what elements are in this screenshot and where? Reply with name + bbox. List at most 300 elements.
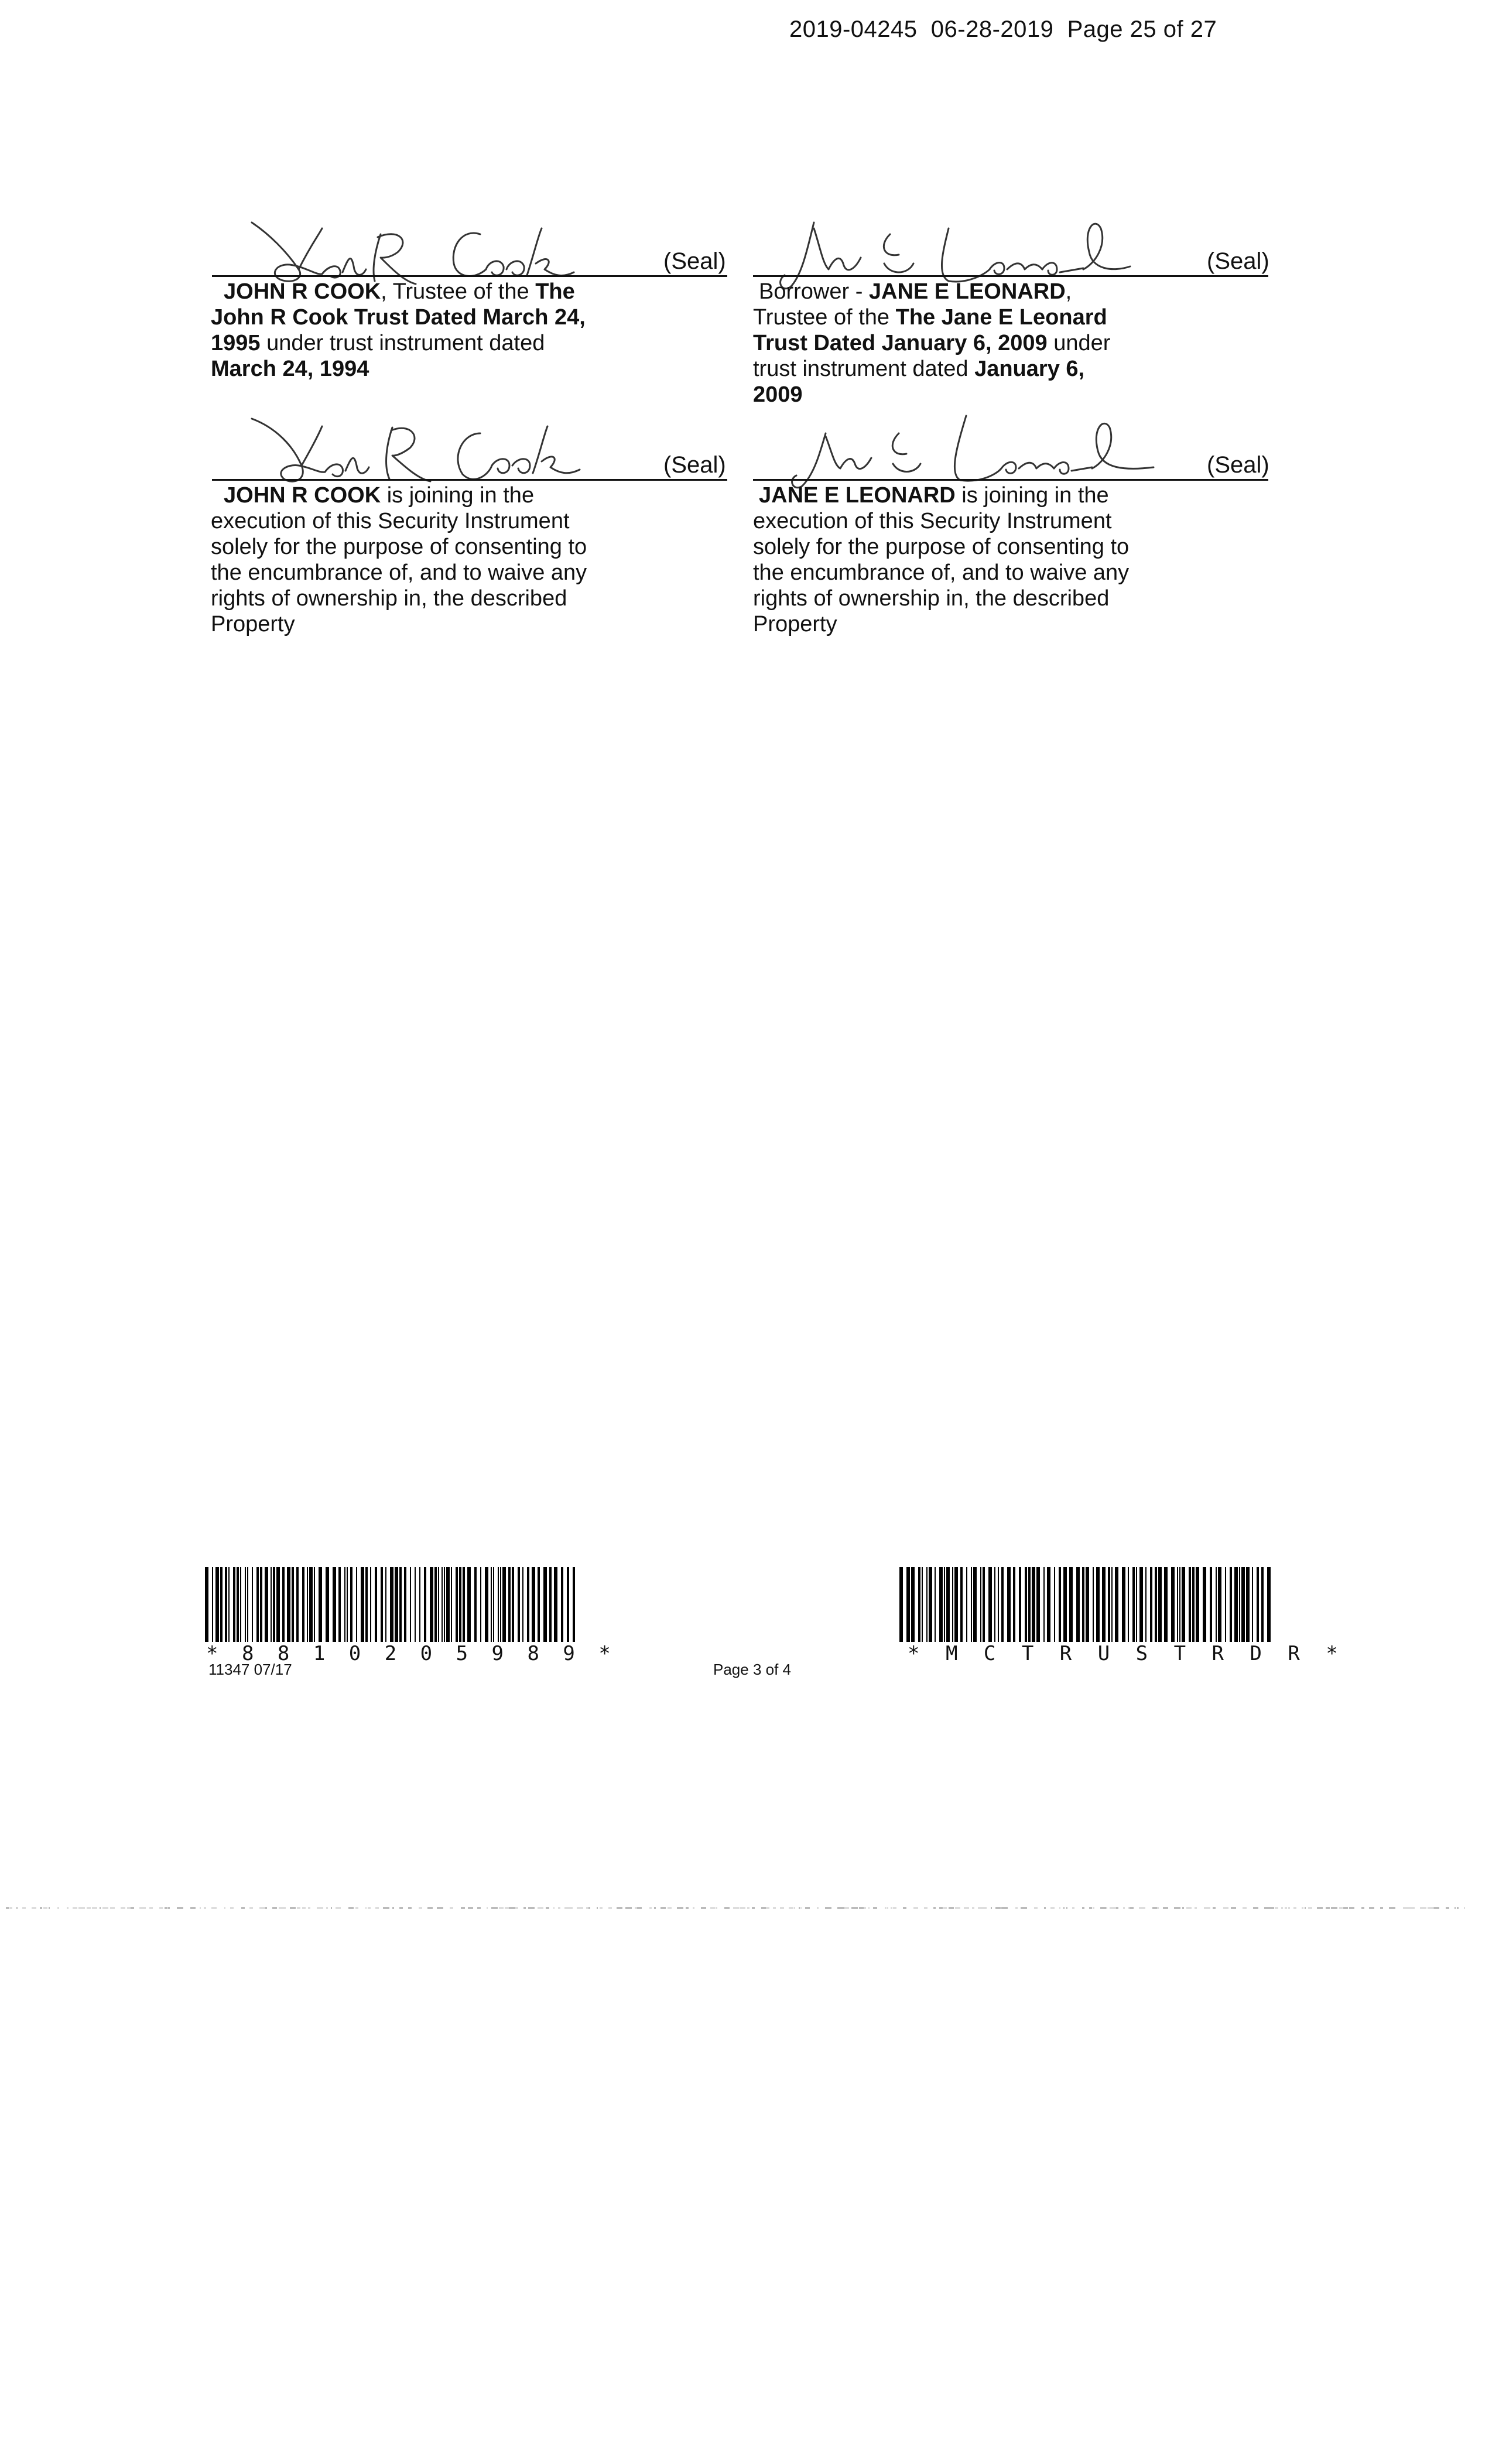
barcode-bar (1150, 1567, 1152, 1642)
scan-mark (864, 1907, 866, 1909)
barcode-bar (296, 1567, 299, 1642)
barcode-bar (370, 1567, 371, 1642)
scan-mark (224, 1907, 225, 1909)
scan-mark (468, 1907, 473, 1909)
scan-mark (110, 1907, 115, 1909)
scan-mark (586, 1907, 588, 1909)
scan-mark (272, 1907, 277, 1909)
barcode-bar (1139, 1567, 1143, 1642)
barcode-bar (245, 1567, 246, 1642)
scan-mark (943, 1907, 947, 1909)
barcode-bar (498, 1567, 499, 1642)
barcode-bar (410, 1567, 411, 1642)
scan-mark (1464, 1907, 1465, 1909)
barcode-bar (567, 1567, 569, 1642)
barcode-bar (273, 1567, 275, 1642)
scan-mark (1157, 1907, 1159, 1909)
scan-mark (564, 1907, 567, 1909)
scan-mark (558, 1907, 560, 1909)
barcode-bar (1241, 1567, 1245, 1642)
scan-mark (427, 1907, 433, 1909)
recording-header (789, 16, 1217, 43)
scan-mark (336, 1907, 341, 1909)
barcode-bar (944, 1567, 945, 1642)
scan-mark (1110, 1907, 1116, 1909)
barcode-bar (212, 1567, 213, 1642)
scan-mark (538, 1907, 543, 1909)
barcode-bar (1257, 1567, 1259, 1642)
scan-mark (73, 1907, 77, 1909)
scan-mark (1100, 1907, 1106, 1909)
barcode-bar (381, 1567, 383, 1642)
scan-mark (1380, 1907, 1383, 1909)
scan-mark (964, 1907, 969, 1909)
barcode-bar (430, 1567, 433, 1642)
scan-mark (204, 1907, 206, 1909)
scan-mark (408, 1907, 412, 1909)
scan-mark (317, 1907, 319, 1909)
scan-mark (1269, 1907, 1274, 1909)
barcode-bar (1086, 1567, 1089, 1642)
scan-mark (608, 1907, 612, 1909)
barcode-bar (1155, 1567, 1157, 1642)
barcode-bar (998, 1567, 999, 1642)
scan-mark (1394, 1907, 1395, 1909)
scan-mark (1130, 1907, 1134, 1909)
scan-mark (331, 1907, 332, 1909)
seal-label-left-bottom: (Seal) (663, 452, 726, 478)
barcode-bar (1136, 1567, 1137, 1642)
barcode-bar (1036, 1567, 1040, 1642)
barcode-bar (276, 1567, 280, 1642)
scan-mark (365, 1907, 367, 1909)
scan-mark (265, 1907, 267, 1909)
scan-mark (1433, 1907, 1439, 1909)
barcode-bar (532, 1567, 535, 1642)
barcode-bar (966, 1567, 967, 1642)
scan-mark (859, 1907, 864, 1909)
recording-date: 06-28-2019 (930, 16, 1054, 42)
barcode-bar (911, 1567, 915, 1642)
scan-mark (461, 1907, 465, 1909)
barcode-right-text: * M C T R U S T R D R * (908, 1642, 1338, 1665)
scan-mark (302, 1907, 306, 1909)
scan-mark (546, 1907, 549, 1909)
scan-mark (1231, 1907, 1236, 1909)
barcode-bar (1171, 1567, 1175, 1642)
scan-mark (868, 1907, 870, 1909)
scan-mark (159, 1907, 163, 1909)
scan-mark (716, 1907, 717, 1909)
scan-mark (924, 1907, 928, 1909)
scan-mark (724, 1907, 730, 1909)
seal-label-left-top: (Seal) (663, 248, 726, 274)
signature-line-left-top (212, 275, 727, 277)
barcode-bar (952, 1567, 953, 1642)
scan-mark (290, 1907, 296, 1909)
scan-mark (16, 1907, 18, 1909)
scan-mark (49, 1907, 50, 1909)
signatory-block-right-top: Borrower - JANE E LEONARD, Trustee of the The Jane E Leonard Trust Dated January 6, 2009 under trust instrument dated January 6, 2009 (753, 279, 1111, 407)
signatory-block-left-top: JOHN R COOK, Trustee of the The John R Cook Trust Dated March 24, 1995 under trust instrument dated March 24, 1994 (211, 279, 586, 381)
scan-mark (1264, 1907, 1269, 1909)
barcode-bar (390, 1567, 393, 1642)
barcode-bar (1145, 1567, 1147, 1642)
scan-mark (523, 1907, 526, 1909)
signature-line-right-bottom (753, 479, 1268, 481)
scan-mark (383, 1907, 389, 1909)
scan-mark (279, 1907, 285, 1909)
scan-mark (1082, 1907, 1084, 1909)
barcode-bar (500, 1567, 501, 1642)
barcode-bar (1043, 1567, 1045, 1642)
barcode-bar (225, 1567, 227, 1642)
scan-mark (1174, 1907, 1180, 1909)
barcode-bar (954, 1567, 958, 1642)
barcode-bar (1252, 1567, 1253, 1642)
barcode-bar (983, 1567, 985, 1642)
scan-mark (817, 1907, 819, 1909)
barcode-bar (561, 1567, 563, 1642)
scan-mark (913, 1907, 918, 1909)
scan-mark (57, 1907, 59, 1909)
scan-mark (805, 1907, 810, 1909)
scan-mark (1139, 1907, 1145, 1909)
scan-mark (450, 1907, 453, 1909)
scan-mark (1128, 1907, 1130, 1909)
scan-mark (677, 1907, 683, 1909)
scan-mark (149, 1907, 153, 1909)
barcode-bar (1158, 1567, 1162, 1642)
barcode-bar (960, 1567, 963, 1642)
scan-mark (660, 1907, 666, 1909)
scan-mark (597, 1907, 598, 1909)
scan-mark (939, 1907, 943, 1909)
scan-mark (6, 1907, 9, 1909)
seal-label-right-bottom: (Seal) (1207, 452, 1269, 478)
scan-mark (368, 1907, 371, 1909)
scan-mark (1050, 1907, 1055, 1909)
barcode-bar (282, 1567, 285, 1642)
barcode-bar (1234, 1567, 1238, 1642)
barcode-bar (365, 1567, 368, 1642)
scan-mark (499, 1907, 504, 1909)
scan-mark (1072, 1907, 1074, 1909)
scan-mark (1308, 1907, 1312, 1909)
barcode-bar (356, 1567, 357, 1642)
scan-mark (1349, 1907, 1354, 1909)
barcode-bar (1261, 1567, 1264, 1642)
barcode-bar (205, 1567, 208, 1642)
barcode-bar (899, 1567, 903, 1642)
scan-mark (131, 1907, 134, 1909)
barcode-bar (1132, 1567, 1135, 1642)
barcode-bar (1093, 1567, 1094, 1642)
scan-mark (1275, 1907, 1278, 1909)
scan-mark (761, 1907, 766, 1909)
scan-mark (1093, 1907, 1094, 1909)
scan-mark (1457, 1907, 1459, 1909)
scan-mark (1369, 1907, 1374, 1909)
scan-mark (419, 1907, 422, 1909)
barcode-bar (399, 1567, 402, 1642)
scan-mark (1302, 1907, 1303, 1909)
scan-mark (100, 1907, 101, 1909)
barcode-bar (1007, 1567, 1011, 1642)
barcode-bar (307, 1567, 308, 1642)
scan-mark (800, 1907, 802, 1909)
scan-mark (893, 1907, 896, 1909)
barcode-bar (247, 1567, 248, 1642)
barcode-bar (1179, 1567, 1180, 1642)
barcode-bar (260, 1567, 262, 1642)
page-indicator: Page 25 of 27 (1067, 16, 1217, 42)
barcode-bar (1025, 1567, 1027, 1642)
scan-mark (1001, 1907, 1008, 1909)
scan-mark (528, 1907, 535, 1909)
barcode-bar (228, 1567, 230, 1642)
scan-mark (491, 1907, 498, 1909)
scan-mark (553, 1907, 555, 1909)
barcode-right (899, 1567, 1271, 1649)
barcode-bar (347, 1567, 348, 1642)
scan-mark (399, 1907, 403, 1909)
barcode-bar (1177, 1567, 1178, 1642)
barcode-bar (338, 1567, 341, 1642)
scan-artifact-line (6, 1907, 1470, 1910)
barcode-bar (1122, 1567, 1125, 1642)
scan-mark (740, 1907, 745, 1909)
scan-mark (139, 1907, 146, 1909)
scan-mark (1293, 1907, 1296, 1909)
barcode-bar (1063, 1567, 1067, 1642)
barcode-bar (512, 1567, 514, 1642)
scan-mark (1361, 1907, 1364, 1909)
scan-mark (747, 1907, 750, 1909)
barcode-bar (271, 1567, 272, 1642)
barcode-bar (527, 1567, 529, 1642)
barcode-bar (1267, 1567, 1271, 1642)
signatory-block-right-bottom: JANE E LEONARD is joining in the execution of this Security Instrument solely for the purpose of consenting to the encumbrance of, and to waive any rights of ownership in, the described Property (753, 483, 1130, 636)
scan-mark (285, 1907, 286, 1909)
barcode-bar (480, 1567, 481, 1642)
scan-mark (733, 1907, 739, 1909)
scan-mark (851, 1907, 858, 1909)
scan-mark (885, 1907, 886, 1909)
barcode-bar (1115, 1567, 1118, 1642)
barcode-bar (1013, 1567, 1015, 1642)
barcode-bar (1203, 1567, 1206, 1642)
seal-label-right-top: (Seal) (1207, 248, 1269, 274)
scan-mark (1015, 1907, 1018, 1909)
scan-mark (955, 1907, 960, 1909)
scan-mark (1186, 1907, 1192, 1909)
barcode-bar (1076, 1567, 1080, 1642)
barcode-bar (326, 1567, 329, 1642)
barcode-left-text: * 8 8 1 0 2 0 5 9 8 9 * (206, 1642, 611, 1665)
barcode-bar (333, 1567, 336, 1642)
barcode-bar (1054, 1567, 1055, 1642)
scan-mark (686, 1907, 689, 1909)
scan-mark (1281, 1907, 1283, 1909)
barcode-bar (319, 1567, 322, 1642)
barcode-bar (491, 1567, 492, 1642)
barcode-bar (442, 1567, 443, 1642)
scan-mark (1403, 1907, 1409, 1909)
page-label: Page 3 of 4 (713, 1661, 791, 1678)
scan-mark (102, 1907, 108, 1909)
scan-mark (43, 1907, 47, 1909)
barcode-bar (1218, 1567, 1221, 1642)
scan-mark (773, 1907, 776, 1909)
scan-mark (1021, 1907, 1027, 1909)
scan-mark (1420, 1907, 1426, 1909)
barcode-bar (946, 1567, 950, 1642)
barcode-bar (233, 1567, 235, 1642)
scan-mark (752, 1907, 755, 1909)
barcode-bar (292, 1567, 294, 1642)
barcode-bar (918, 1567, 920, 1642)
barcode-bar (467, 1567, 471, 1642)
scan-mark (515, 1907, 518, 1909)
barcode-bar (220, 1567, 223, 1642)
barcode-bar (1216, 1567, 1217, 1642)
scan-mark (668, 1907, 672, 1909)
scan-mark (887, 1907, 888, 1909)
scan-mark (127, 1907, 131, 1909)
scan-mark (241, 1907, 245, 1909)
scan-mark (825, 1907, 831, 1909)
scan-mark (1223, 1907, 1228, 1909)
scan-mark (230, 1907, 234, 1909)
scan-mark (165, 1907, 167, 1909)
barcode-bar (508, 1567, 511, 1642)
scan-mark (505, 1907, 509, 1909)
scan-mark (1343, 1907, 1348, 1909)
scan-mark (1253, 1907, 1258, 1909)
scan-mark (1331, 1907, 1337, 1909)
barcode-bar (309, 1567, 313, 1642)
scan-mark (167, 1907, 170, 1909)
scan-mark (477, 1907, 481, 1909)
barcode-bar (1239, 1567, 1240, 1642)
scan-mark (1063, 1907, 1065, 1909)
scan-mark (375, 1907, 379, 1909)
scan-mark (766, 1907, 769, 1909)
scan-mark (1066, 1907, 1067, 1909)
scan-mark (841, 1907, 844, 1909)
barcode-bar (1225, 1567, 1226, 1642)
scan-mark (1163, 1907, 1168, 1909)
scan-mark (1243, 1907, 1247, 1909)
form-code: 11347 07/17 (208, 1661, 292, 1678)
scan-mark (794, 1907, 795, 1909)
scan-mark (249, 1907, 253, 1909)
barcode-bar (1096, 1567, 1100, 1642)
scan-mark (177, 1907, 183, 1909)
scan-mark (972, 1907, 974, 1909)
barcode-bar (973, 1567, 977, 1642)
barcode-bar (419, 1567, 420, 1642)
scan-mark (567, 1907, 573, 1909)
barcode-bar (252, 1567, 253, 1642)
barcode-bar (424, 1567, 426, 1642)
barcode-bar (1182, 1567, 1185, 1642)
barcode-bar (935, 1567, 936, 1642)
scan-mark (1339, 1907, 1343, 1909)
barcode-bar (265, 1567, 268, 1642)
scan-mark (437, 1907, 443, 1909)
scan-mark (1195, 1907, 1197, 1909)
barcode-bar (1032, 1567, 1035, 1642)
scan-mark (1034, 1907, 1038, 1909)
barcode-bar (538, 1567, 540, 1642)
scan-mark (40, 1907, 42, 1909)
barcode-bar (1001, 1567, 1004, 1642)
scan-mark (78, 1907, 85, 1909)
scan-mark (588, 1907, 590, 1909)
barcode-bar (385, 1567, 386, 1642)
barcode-bar (502, 1567, 506, 1642)
scan-mark (1285, 1907, 1287, 1909)
barcode-bar (1108, 1567, 1110, 1642)
barcode-bar (415, 1567, 416, 1642)
barcode-bar (1210, 1567, 1212, 1642)
barcode-bar (446, 1567, 450, 1642)
barcode-bar (434, 1567, 437, 1642)
barcode-bar (1102, 1567, 1106, 1642)
signatory-block-left-bottom: JOHN R COOK is joining in the execution of this Security Instrument solely for the purpose of consenting to the encumbrance of, and to waive any rights of ownership in, the described Property (211, 483, 587, 636)
signature-line-left-bottom (212, 479, 727, 481)
barcode-bar (1164, 1567, 1168, 1642)
scan-mark (1317, 1907, 1323, 1909)
scan-mark (891, 1907, 892, 1909)
scan-mark (789, 1907, 793, 1909)
scan-mark (509, 1907, 515, 1909)
barcode-bar (1019, 1567, 1021, 1642)
scan-mark (1106, 1907, 1107, 1909)
barcode-bar (395, 1567, 398, 1642)
barcode-bar (1059, 1567, 1061, 1642)
scan-mark (392, 1907, 394, 1909)
barcode-bar (554, 1567, 557, 1642)
barcode-bar (404, 1567, 406, 1642)
barcode-bar (549, 1567, 552, 1642)
scan-mark (983, 1907, 987, 1909)
barcode-bar (971, 1567, 972, 1642)
scan-mark (1213, 1907, 1216, 1909)
barcode-bar (929, 1567, 932, 1642)
scan-mark (710, 1907, 715, 1909)
scan-mark (211, 1907, 217, 1909)
barcode-bar (1028, 1567, 1031, 1642)
barcode-bar (438, 1567, 439, 1642)
scan-mark (1116, 1907, 1118, 1909)
scan-mark (780, 1907, 784, 1909)
barcode-bar (988, 1567, 992, 1642)
barcode-bar (543, 1567, 547, 1642)
scan-mark (487, 1907, 488, 1909)
scan-mark (991, 1907, 992, 1909)
scan-mark (10, 1907, 12, 1909)
scan-mark (1446, 1907, 1449, 1909)
scan-mark (308, 1907, 310, 1909)
scan-mark (577, 1907, 583, 1909)
barcode-bar (350, 1567, 352, 1642)
scan-mark (1326, 1907, 1330, 1909)
scan-mark (1288, 1907, 1290, 1909)
barcode-bar (980, 1567, 981, 1642)
